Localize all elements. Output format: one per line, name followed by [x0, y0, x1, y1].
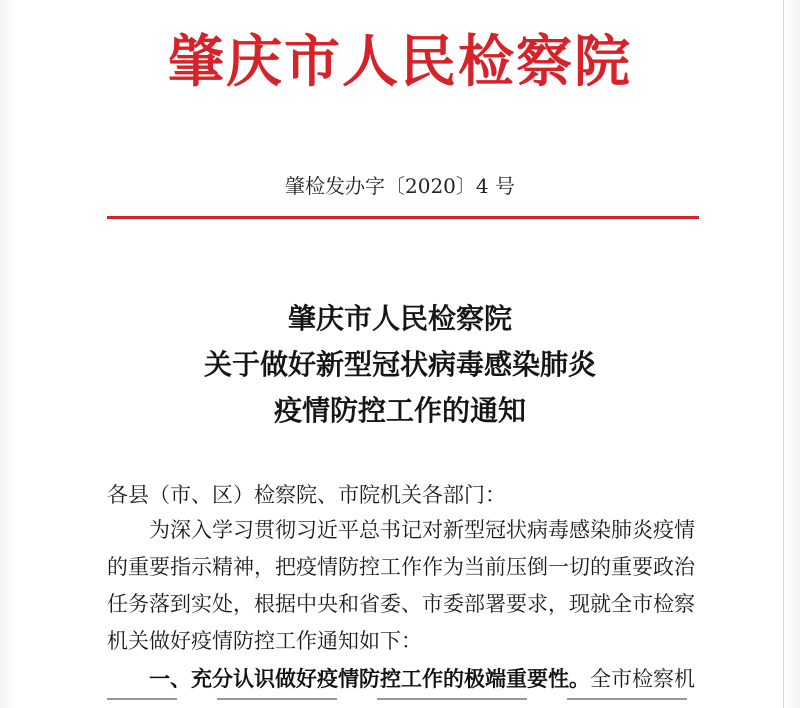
red-divider-line	[107, 216, 699, 219]
cutoff-ink-1	[107, 698, 177, 706]
title-line-1: 肇庆市人民检察院	[287, 302, 512, 335]
paragraph-1-line-1: 为深入学习贯彻习近平总书记对新型冠状病毒感染肺炎疫情	[149, 518, 695, 542]
cutoff-ink-3	[377, 698, 527, 706]
document-number: 肇检发办字〔2020〕4 号	[285, 174, 515, 198]
cutoff-ink-4	[567, 698, 687, 706]
title-line-3: 疫情防控工作的通知	[273, 394, 526, 427]
paragraph-1-line-4: 机关做好疫情防控工作通知如下：	[107, 629, 422, 653]
section-1-line	[107, 660, 707, 697]
cutoff-ink-2	[217, 698, 337, 706]
next-line-cutoff	[107, 698, 699, 708]
agency-header: 肇庆市人民检察院	[168, 29, 632, 95]
paragraph-1-line-2: 的重要指示精神，把疫情防控工作作为当前压倒一切的重要政治	[107, 555, 695, 579]
recipients-line: 各县（市、区）检察院、市院机关各部门：	[107, 483, 506, 507]
section-1-text: 全市检察机	[590, 667, 695, 691]
body-text	[107, 512, 707, 697]
section-1-heading: 一、充分认识做好疫情防控工作的极端重要性。	[149, 666, 590, 691]
title-line-2: 关于做好新型冠状病毒感染肺炎	[203, 348, 596, 381]
paragraph-1-line-3: 任务落到实处，根据中央和省委、市委部署要求，现就全市检察	[107, 592, 695, 616]
document-title	[0, 296, 800, 434]
